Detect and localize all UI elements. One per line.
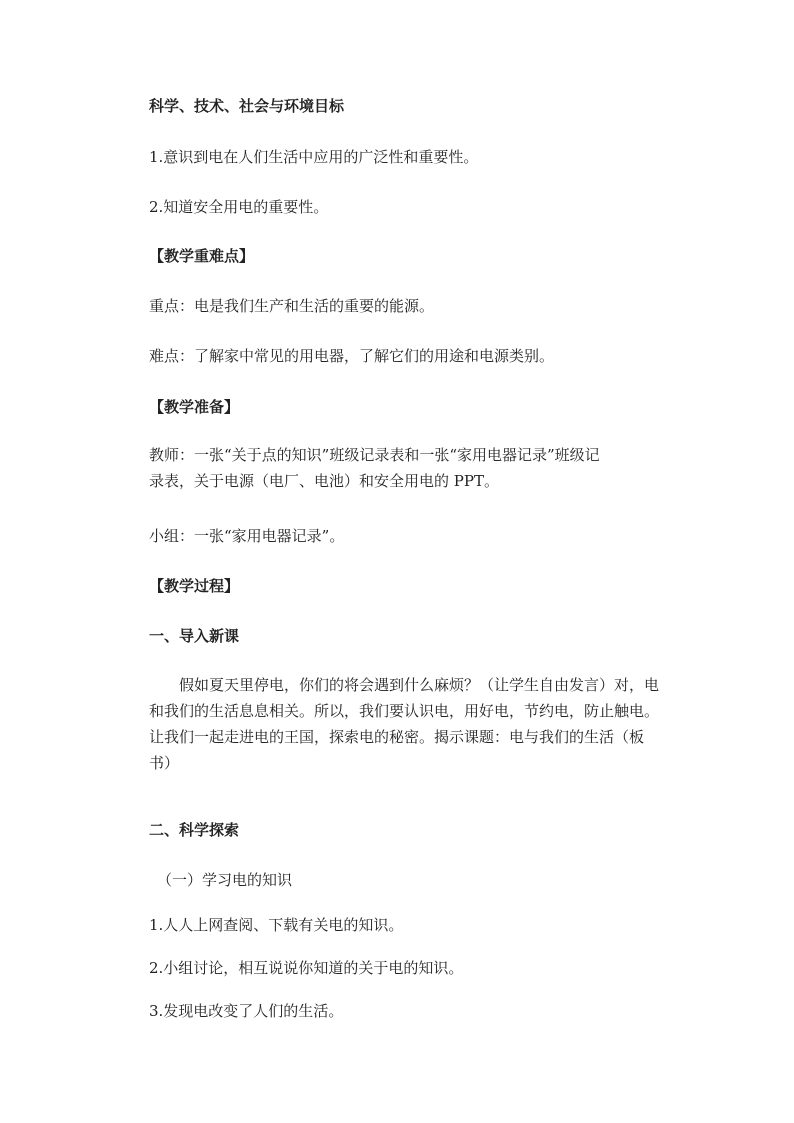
intro-paragraph — [149, 672, 669, 776]
teacher-prep-line-1: 教师：一张“关于点的知识”班级记录表和一张“家用电器记录”班级记 — [149, 446, 600, 464]
intro-line-2: 和我们的生活息息相关。所以，我们要认识电，用好电，节约电，防止触电。 — [149, 702, 660, 720]
section-2-title: 二、科学探索 — [149, 821, 240, 839]
teacher-prep-line-2: 录表，关于电源（电厂、电池）和安全用电的 PPT。 — [149, 472, 499, 490]
difficult-point: 难点：了解家中常见的用电器，了解它们的用途和电源类别。 — [149, 347, 555, 365]
intro-line-1: 假如夏天里停电，你们的将会遇到什么麻烦？（让学生自由发言）对，电 — [179, 676, 660, 694]
heading-key-points: 【教学重难点】 — [149, 247, 255, 265]
intro-line-3: 让我们一起走进电的王国，探索电的秘密。揭示课题：电与我们的生活（板 — [149, 728, 645, 746]
heading-process: 【教学过程】 — [149, 577, 240, 595]
goal-item-2: 2.知道安全用电的重要性。 — [149, 198, 329, 216]
intro-line-4: 书） — [149, 754, 180, 772]
group-preparation: 小组：一张“家用电器记录”。 — [149, 527, 345, 545]
document-page — [149, 0, 679, 1123]
step-item-3: 3.发现电改变了人们的生活。 — [149, 1002, 344, 1020]
heading-preparation: 【教学准备】 — [149, 398, 240, 416]
subsection-1-title: （一）学习电的知识 — [157, 871, 293, 889]
key-point: 重点：电是我们生产和生活的重要的能源。 — [149, 297, 435, 315]
goal-item-1: 1.意识到电在人们生活中应用的广泛性和重要性。 — [149, 148, 479, 166]
section-1-title: 一、导入新课 — [149, 627, 240, 645]
heading-goals: 科学、技术、社会与环境目标 — [149, 97, 345, 115]
step-item-1: 1.人人上网查阅、下载有关电的知识。 — [149, 916, 404, 934]
teacher-preparation — [149, 442, 669, 494]
step-item-2: 2.小组讨论，相互说说你知道的关于电的知识。 — [149, 959, 464, 977]
